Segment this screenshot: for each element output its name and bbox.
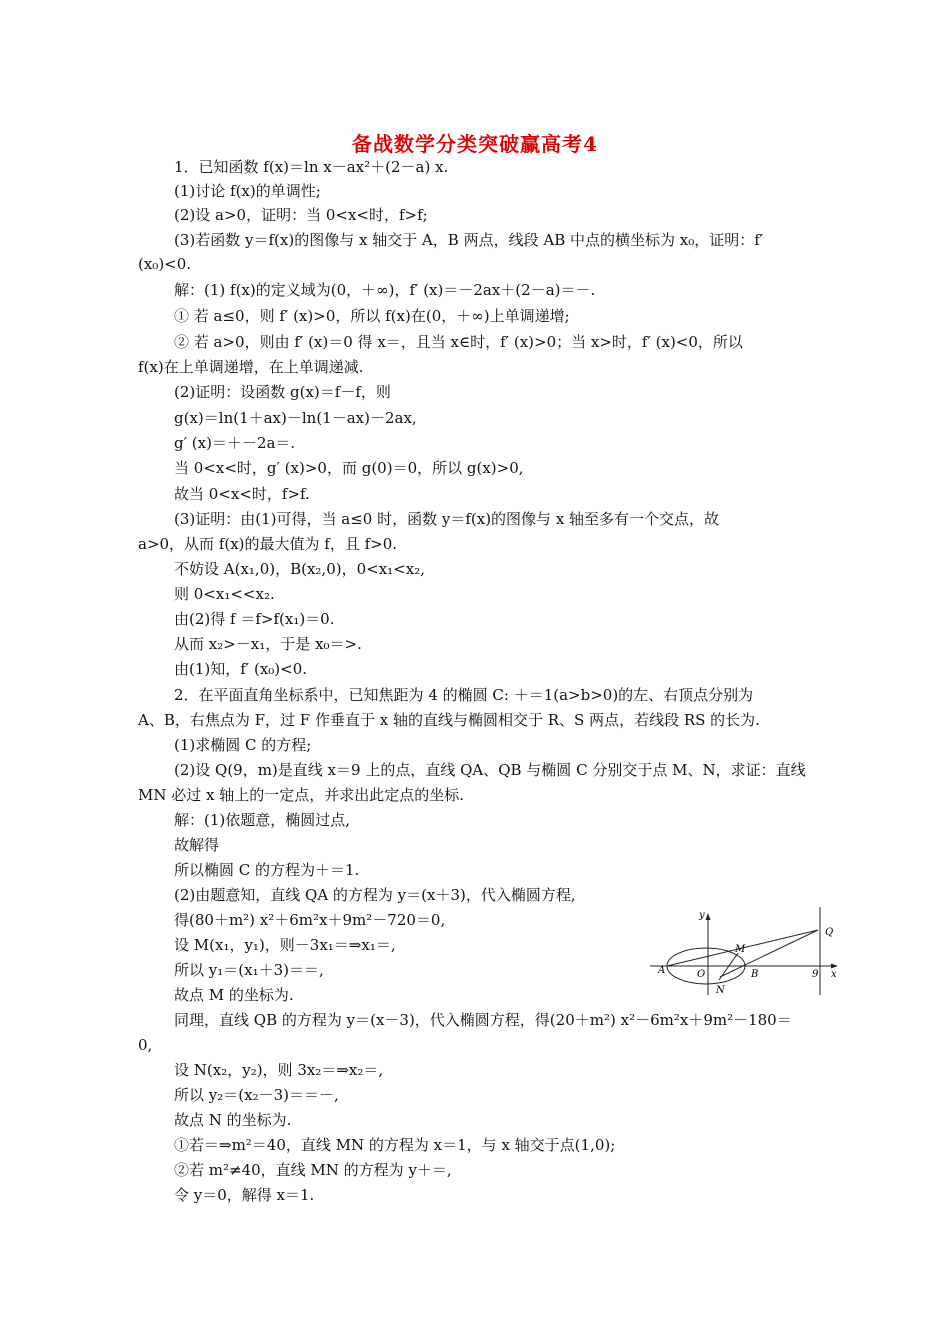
text-line: 故点 M 的坐标为. [174,986,294,1004]
text-line: 同理，直线 QB 的方程为 y＝(x－3)，代入椭圆方程，得(20＋m²) x²－6m²x＋9m²－180＝ [174,1011,792,1029]
text-line: 当 0<x<时，g′ (x)>0，而 g(0)＝0，所以 g(x)>0, [174,459,524,477]
text-line: ① 若 a≤0，则 f′ (x)>0，所以 f(x)在(0，＋∞)上单调递增; [174,307,570,325]
text-line: 2．在平面直角坐标系中，已知焦距为 4 的椭圆 C: ＋＝1(a>b>0)的左、右顶点分别为 [174,686,754,704]
text-line: MN 必过 x 轴上的一定点，并求出此定点的坐标. [138,786,465,804]
label-b: B [751,969,759,980]
text-line: 得(80＋m²) x²＋6m²x＋9m²－720＝0, [174,911,446,929]
label-9: 9 [812,969,819,980]
label-a: A [658,965,666,976]
text-line: (3)证明：由(1)可得，当 a≤0 时，函数 y＝f(x)的图像与 x 轴至多有一个交点，故 [174,510,720,528]
text-line: 设 N(x₂，y₂)，则 3x₂＝⇒x₂＝, [174,1061,384,1079]
text-line: 不妨设 A(x₁,0)，B(x₂,0)，0<x₁<x₂, [174,560,425,578]
text-line: 0, [138,1036,153,1054]
text-line: A、B，右焦点为 F，过 F 作垂直于 x 轴的直线与椭圆相交于 R、S 两点，若线段 RS 的长为. [138,711,760,729]
text-line: 设 M(x₁，y₁)，则－3x₁＝⇒x₁＝, [174,936,396,954]
text-line: (3)若函数 y＝f(x)的图像与 x 轴交于 A，B 两点，线段 AB 中点的横坐标为 x₀，证明：f′ [174,231,764,249]
text-line: g(x)＝ln(1＋ax)－ln(1－ax)－2ax, [174,409,417,427]
text-line: (x₀)<0. [138,255,192,273]
text-line: 令 y＝0，解得 x＝1. [174,1186,315,1204]
text-line: ②若 m²≠40，直线 MN 的方程为 y＋＝, [174,1161,452,1179]
text-line: 则 0<x₁<<x₂. [174,585,275,603]
text-line: (2)由题意知，直线 QA 的方程为 y＝(x＋3)，代入椭圆方程, [174,886,576,904]
text-line: ①若＝⇒m²＝40，直线 MN 的方程为 x＝1，与 x 轴交于点(1,0); [174,1136,616,1154]
text-line: (1)求椭圆 C 的方程; [174,736,312,754]
text-line: 故当 0<x<时，f>f. [174,485,310,503]
text-line: 所以椭圆 C 的方程为＋＝1. [174,861,360,879]
text-line: 所以 y₁＝(x₁＋3)＝＝, [174,961,324,979]
text-line: 1．已知函数 f(x)＝ln x－ax²＋(2－a) x. [174,158,449,176]
label-m: M [735,944,746,955]
text-line: a>0，从而 f(x)的最大值为 f，且 f>0. [138,535,398,553]
text-line: 由(1)知，f′ (x₀)<0. [174,660,308,678]
text-line: (1)讨论 f(x)的单调性; [174,182,321,200]
label-o: O [697,969,706,980]
text-line: ② 若 a>0，则由 f′ (x)＝0 得 x＝，且当 x∈时，f′ (x)>0；当 x>时，f′ (x)<0，所以 [174,333,743,351]
ellipse-diagram [648,905,844,997]
x-axis-arrow [831,964,838,969]
label-y: y [699,910,705,921]
text-line: f(x)在上单调递增，在上单调递减. [138,358,364,376]
text-line: 解：(1) f(x)的定义域为(0，＋∞)，f′ (x)＝－2ax＋(2－a)＝－. [174,281,596,299]
text-line: (2)设 a>0，证明：当 0<x<时，f>f; [174,206,428,224]
text-line: 解：(1)依题意，椭圆过点, [174,811,351,829]
text-line: 故点 N 的坐标为. [174,1111,292,1129]
label-n: N [716,985,725,996]
text-line: g′ (x)＝＋－2a＝. [174,434,296,452]
y-axis-arrow [706,913,711,920]
text-line: 故解得 [174,836,220,854]
text-line: 由(2)得 f ＝f>f(x₁)＝0. [174,610,335,628]
label-x: x [831,969,837,980]
text-line: 从而 x₂>－x₁，于是 x₀＝>. [174,635,362,653]
label-q: Q [825,927,834,938]
text-line: (2)设 Q(9，m)是直线 x＝9 上的点，直线 QA、QB 与椭圆 C 分别交于点 M、N，求证：直线 [174,761,806,779]
text-line: (2)证明：设函数 g(x)＝f－f，则 [174,383,391,401]
text-line: 所以 y₂＝(x₂－3)＝＝－, [174,1086,339,1104]
doc-title: 备战数学分类突破赢高考4 [352,132,598,156]
